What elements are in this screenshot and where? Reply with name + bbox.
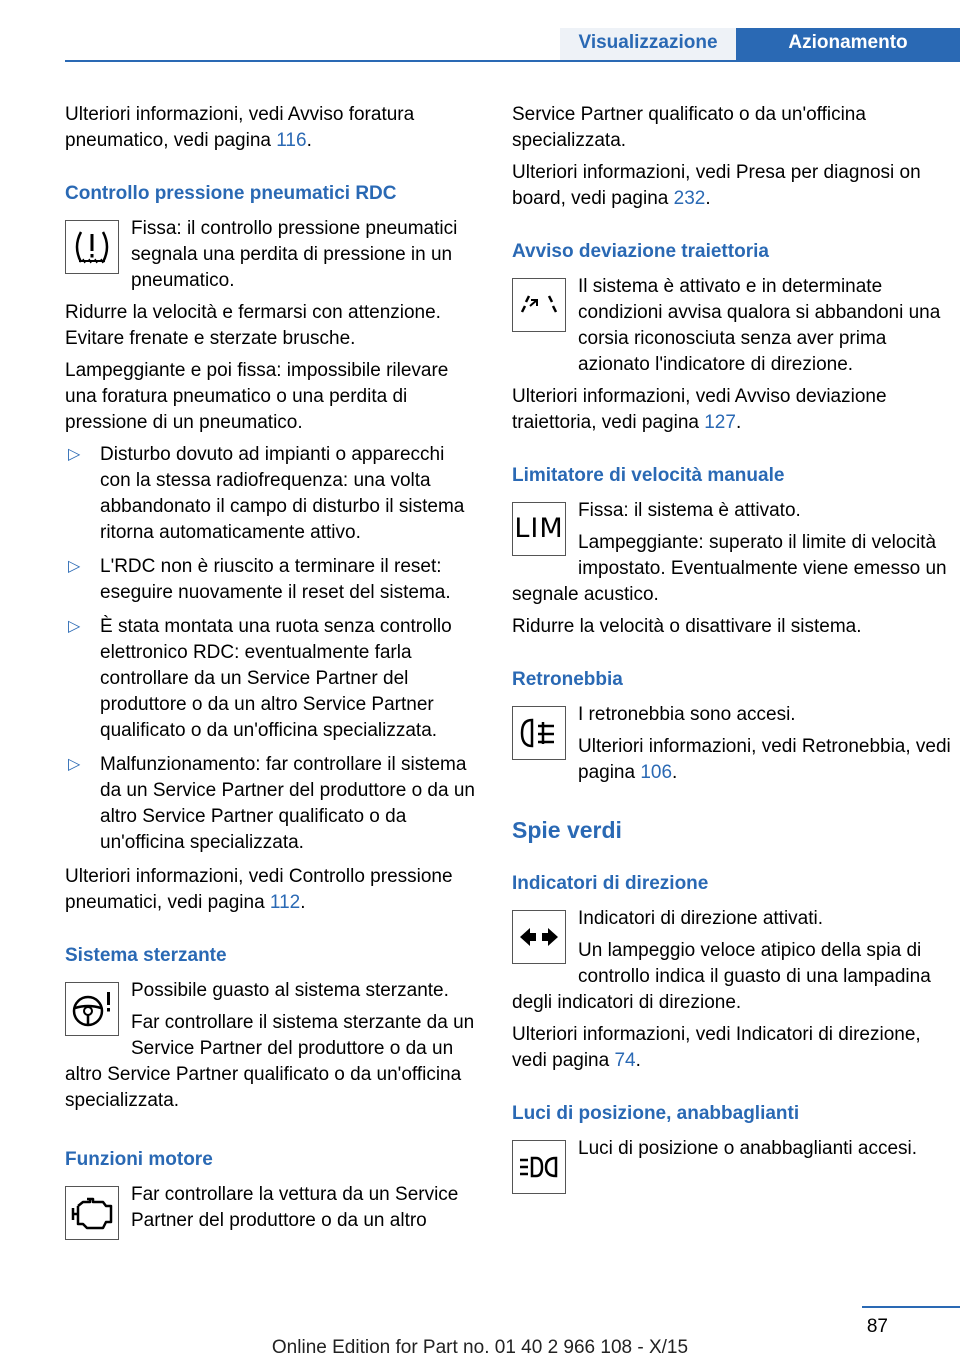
left-column bbox=[65, 102, 480, 1244]
page-link[interactable]: 112 bbox=[269, 892, 301, 913]
footer-rule bbox=[862, 1306, 960, 1308]
tire-pressure-icon bbox=[65, 220, 119, 274]
lights-text-1: Luci di posizione o anabbaglianti accesi. bbox=[578, 1138, 918, 1159]
triangle-bullet-icon: ▷ bbox=[68, 618, 81, 635]
turn-text-1: Indicatori di direzione attivati. bbox=[578, 908, 824, 929]
list-item: ▷ Disturbo dovuto ad impianti o apparecchi con la stessa radiofrequenza: una volta abbandonato il campo di disturbo il sistema ritorna automaticamente attivo. bbox=[68, 444, 465, 543]
engine-text-1: Far controllare la vettura da un Service Partner del produttore o da un altro bbox=[131, 1184, 459, 1231]
page-number: 87 bbox=[866, 1316, 888, 1337]
section-title-engine: Funzioni motore bbox=[65, 1149, 213, 1170]
section-title-steering: Sistema sterzante bbox=[65, 945, 227, 966]
fog-text-1: I retronebbia sono accesi. bbox=[578, 704, 796, 725]
tab-visualizzazione[interactable]: Visualizzazione bbox=[560, 28, 736, 60]
lane-more-info: Ulteriori informazioni, vedi Avviso deviazione traiettoria, vedi pagina 127. bbox=[512, 386, 887, 433]
page-link[interactable]: 74 bbox=[614, 1050, 636, 1071]
page-link[interactable]: 116 bbox=[276, 130, 307, 151]
rdc-text-1: Fissa: il controllo pressione pneumatici segnala una perdita di pressione in un pneumatico. bbox=[131, 218, 458, 291]
tab-azionamento[interactable]: Azionamento bbox=[736, 28, 960, 60]
rdc-bullet-list bbox=[65, 442, 480, 856]
page-link[interactable]: 232 bbox=[673, 188, 706, 209]
rdc-more-info: Ulteriori informazioni, vedi Controllo pressione pneumatici, vedi pagina 112. bbox=[65, 866, 453, 913]
turn-signal-icon bbox=[512, 910, 566, 964]
limiter-text-1: Fissa: il sistema è attivato. bbox=[578, 500, 801, 521]
lane-departure-icon bbox=[512, 278, 566, 332]
right-column bbox=[512, 102, 952, 1198]
edition-footer: Online Edition for Part no. 01 40 2 966 108 - X/15 bbox=[271, 1337, 689, 1358]
low-beam-icon bbox=[512, 1140, 566, 1194]
rdc-text-2: Ridurre la velocità e fermarsi con attenzione. Evitare frenate e sterzate brusche. bbox=[65, 302, 441, 349]
fog-more-info: Ulteriori informazioni, vedi Retronebbia, vedi pagina 106. bbox=[578, 736, 951, 783]
triangle-bullet-icon: ▷ bbox=[68, 558, 81, 575]
page-link[interactable]: 127 bbox=[704, 412, 736, 433]
section-title-lane: Avviso deviazione traiettoria bbox=[512, 241, 769, 262]
turn-more-info: Ulteriori informazioni, vedi Indicatori di direzione, vedi pagina 74. bbox=[512, 1024, 921, 1071]
triangle-bullet-icon: ▷ bbox=[68, 756, 81, 773]
limiter-text-3: Ridurre la velocità o disattivare il sistema. bbox=[512, 616, 862, 637]
speed-limiter-icon: LIM bbox=[512, 502, 566, 556]
triangle-bullet-icon: ▷ bbox=[68, 446, 81, 463]
engine-icon bbox=[65, 1186, 119, 1240]
steering-text-1: Possibile guasto al sistema sterzante. bbox=[131, 980, 449, 1001]
chapter-title-green-lights: Spie verdi bbox=[512, 817, 622, 843]
turn-text-2: Un lampeggio veloce atipico della spia di controllo indica il guasto di una lampadina degli indicatori di direzione. bbox=[512, 940, 931, 1013]
diagnosis-more-info: Ulteriori informazioni, vedi Presa per diagnosi on board, vedi pagina 232. bbox=[512, 162, 921, 209]
section-title-fog: Retronebbia bbox=[512, 669, 623, 690]
header-rule bbox=[65, 60, 960, 62]
steering-text-2: Far controllare il sistema sterzante da un Service Partner del produttore o da un altro Service Partner qualificato o da un'officina specializzata. bbox=[65, 1012, 475, 1111]
steering-warning-icon bbox=[65, 982, 119, 1036]
page-link[interactable]: 106 bbox=[640, 762, 673, 783]
list-item: ▷ È stata montata una ruota senza controllo elettronico RDC: eventualmente farla controllare da un Service Partner del produttore o da un altro Service Partner qualificato o da un'officina specializzata. bbox=[68, 616, 452, 741]
rear-fog-icon bbox=[512, 706, 566, 760]
list-item: ▷ L'RDC non è riuscito a terminare il reset: eseguire nuovamente il reset del sistema. bbox=[68, 556, 451, 603]
limiter-text-2: Lampeggiante: superato il limite di velocità impostato. Eventualmente viene emesso un segnale acustico. bbox=[512, 532, 947, 605]
section-title-limiter: Limitatore di velocità manuale bbox=[512, 465, 785, 486]
intro-paragraph: Ulteriori informazioni, vedi Avviso foratura pneumatico, vedi pagina 116. bbox=[65, 104, 415, 151]
section-title-rdc: Controllo pressione pneumatici RDC bbox=[65, 183, 397, 204]
list-item: ▷ Malfunzionamento: far controllare il sistema da un Service Partner del produttore o da un altro Service Partner qualificato o da un'officina specializzata. bbox=[68, 754, 475, 853]
section-title-lights: Luci di posizione, anabbaglianti bbox=[512, 1103, 800, 1124]
section-title-turn: Indicatori di direzione bbox=[512, 873, 709, 894]
rdc-text-3: Lampeggiante e poi fissa: impossibile rilevare una foratura pneumatico o una perdita di pressione di un pneumatico. bbox=[65, 360, 449, 433]
lane-text-1: Il sistema è attivato e in determinate condizioni avvisa qualora si abbandoni una corsia riconosciuta senza aver prima azionato l'indicatore di direzione. bbox=[578, 276, 941, 375]
continued-text: Service Partner qualificato o da un'officina specializzata. bbox=[512, 104, 866, 151]
